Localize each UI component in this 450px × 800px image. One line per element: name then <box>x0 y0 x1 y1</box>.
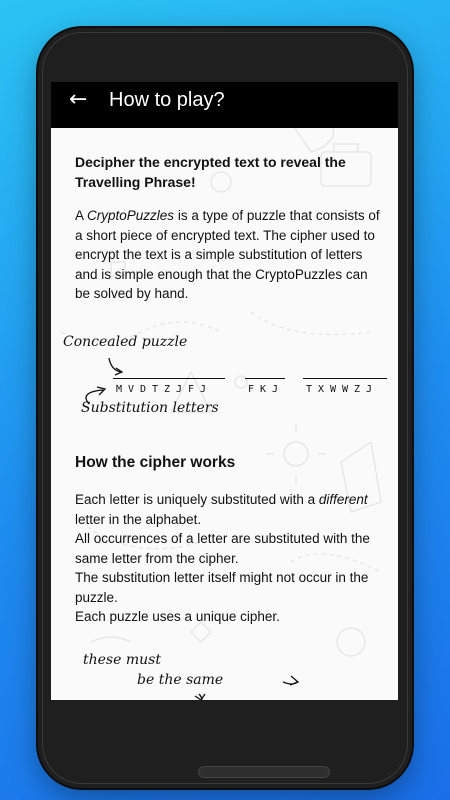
cipher-letter: J <box>271 384 279 395</box>
puzzle-underline-1 <box>113 378 225 379</box>
handwritten-note-line1: these must <box>83 652 161 668</box>
description-emphasis: CryptoPuzzles <box>87 208 175 223</box>
cipher-rule-4 <box>75 607 385 627</box>
note-arrows <box>191 672 311 700</box>
puzzle-underline-2 <box>245 378 285 379</box>
cipher-letter: Z <box>163 384 171 395</box>
concealed-puzzle-label: Concealed puzzle <box>63 334 188 350</box>
description-prefix: A <box>75 208 88 223</box>
description-rest: is a type of puzzle that consists of a short piece of encrypted text. The cipher used to encrypt the text is a simple substitution of letters and is simple enough that the CryptoPuzzles can be solved by hand. <box>75 208 380 301</box>
rule-text: Each puzzle uses a unique cipher. <box>75 609 280 624</box>
cipher-letter: W <box>329 384 337 395</box>
cipher-letter: W <box>341 384 349 395</box>
cipher-rule-1 <box>75 490 385 529</box>
cipher-group-3 <box>303 384 375 395</box>
cipher-letter: Z <box>353 384 361 395</box>
cipher-letter: F <box>247 384 255 395</box>
rule-text: All occurrences of a letter are substituted with the same letter from the cipher. <box>75 531 370 566</box>
app-bar <box>51 82 398 128</box>
cipher-rule-3 <box>75 568 385 607</box>
rule-text: Each letter is uniquely substituted with a <box>75 492 319 507</box>
rule-text: The substitution letter itself might not occur in the puzzle. <box>75 570 369 605</box>
cipher-section-title: How the cipher works <box>75 454 236 471</box>
substitution-letters-label: Substitution letters <box>81 400 219 416</box>
cipher-group-2 <box>245 384 281 395</box>
cipher-letter: X <box>317 384 325 395</box>
cipher-letter: V <box>127 384 135 395</box>
cipher-letter: D <box>139 384 147 395</box>
cipher-letter: J <box>199 384 207 395</box>
rule-emphasis: different <box>318 492 368 507</box>
cipher-letter: J <box>175 384 183 395</box>
back-arrow-icon[interactable]: ← <box>69 87 88 112</box>
page-title: How to play? <box>109 89 225 111</box>
intro-section <box>75 152 385 304</box>
rule-text: letter in the alphabet. <box>75 511 202 527</box>
cipher-letter: F <box>187 384 195 395</box>
cipher-letter: T <box>305 384 313 395</box>
cipher-letter: M <box>115 384 123 395</box>
cipher-group-1 <box>113 384 209 395</box>
cipher-rule-2 <box>75 529 385 568</box>
cipher-section-body <box>75 490 385 627</box>
cipher-letter: J <box>365 384 373 395</box>
bottom-speaker <box>198 766 330 778</box>
cipher-letter: T <box>151 384 159 395</box>
cipher-letter: K <box>259 384 267 395</box>
app-screen <box>51 82 398 700</box>
description-paragraph <box>75 206 385 304</box>
intro-heading: Decipher the encrypted text to reveal the Travelling Phrase! <box>75 154 346 190</box>
handwritten-note-line2: be the same <box>137 672 224 688</box>
puzzle-underline-3 <box>303 378 387 379</box>
